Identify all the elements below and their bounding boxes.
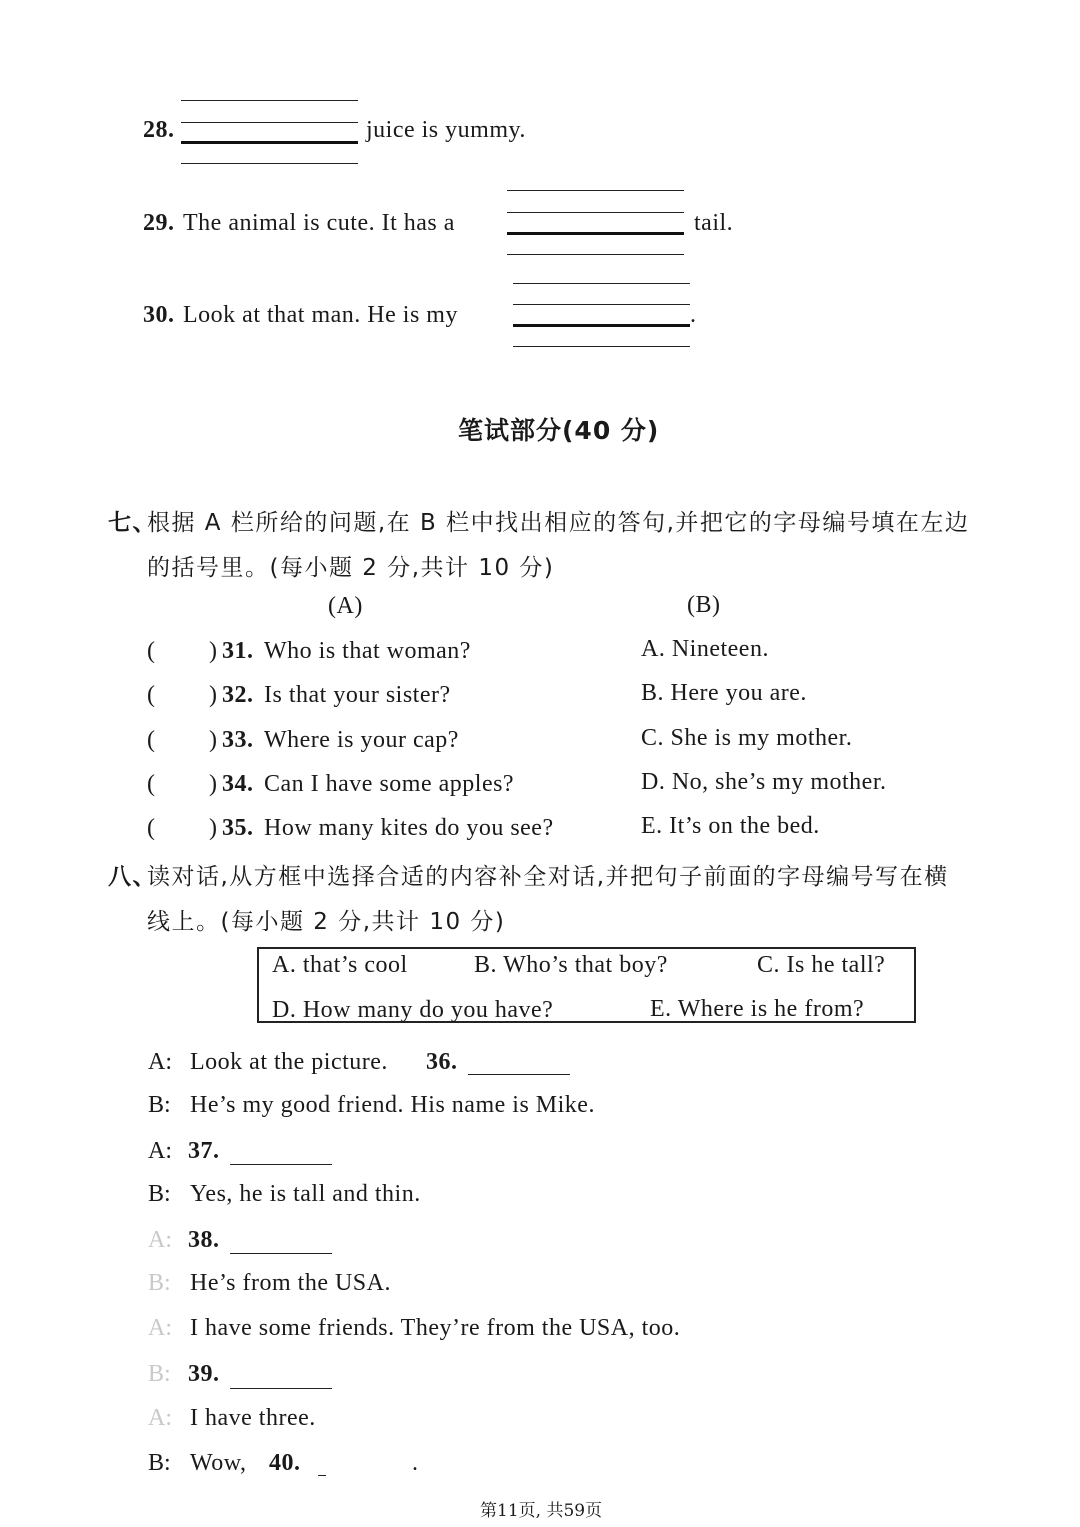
- answer-option: E. It’s on the bed.: [641, 813, 820, 839]
- question-number: 31.: [222, 638, 254, 664]
- answer-blank-line[interactable]: [513, 324, 690, 327]
- speaker-label: B:: [148, 1181, 171, 1207]
- question-number: 32.: [222, 682, 254, 708]
- writing-line: [507, 212, 684, 213]
- answer-blank-line[interactable]: [507, 232, 684, 235]
- answer-blank-line[interactable]: [318, 1475, 326, 1476]
- dialogue-text: I have some friends. They’re from the USA, too.: [190, 1315, 681, 1341]
- answer-bracket-right: ): [209, 682, 217, 708]
- option-b: B. Who’s that boy?: [474, 952, 668, 978]
- answer-bracket-left[interactable]: (: [147, 771, 155, 797]
- question-number: 38.: [188, 1227, 220, 1253]
- speaker-label: B:: [148, 1270, 171, 1296]
- dialogue-text: Look at the picture.: [190, 1049, 388, 1075]
- page-footer: 第11页, 共59页: [480, 1501, 603, 1521]
- dialogue-text: He’s from the USA.: [190, 1270, 391, 1296]
- writing-line: [181, 163, 358, 164]
- question-text: juice is yummy.: [366, 117, 526, 143]
- answer-option: B. Here you are.: [641, 680, 807, 706]
- question-number: 34.: [222, 771, 254, 797]
- answer-bracket-left[interactable]: (: [147, 727, 155, 753]
- speaker-label: B:: [148, 1361, 171, 1387]
- question-text-end: tail.: [694, 210, 734, 236]
- speaker-label: A:: [148, 1227, 172, 1253]
- option-e: E. Where is he from?: [650, 996, 865, 1022]
- writing-line: [507, 190, 684, 191]
- writing-line: [507, 254, 684, 255]
- writing-line: [513, 283, 690, 284]
- question-number: 37.: [188, 1138, 220, 1164]
- dialogue-text: He’s my good friend. His name is Mike.: [190, 1092, 595, 1118]
- option-d: D. How many do you have?: [272, 997, 554, 1023]
- answer-bracket-left[interactable]: (: [147, 638, 155, 664]
- writing-line: [513, 304, 690, 305]
- section-number: 七、: [108, 510, 157, 536]
- answer-bracket-right: ): [209, 771, 217, 797]
- column-b-header: (B): [687, 592, 721, 618]
- section-instruction: 根据 A 栏所给的问题,在 B 栏中找出相应的答句,并把它的字母编号填在左边: [147, 510, 970, 536]
- answer-blank-line[interactable]: [230, 1388, 332, 1389]
- answer-option: C. She is my mother.: [641, 725, 853, 751]
- answer-bracket-right: ): [209, 727, 217, 753]
- question-number: 28.: [143, 117, 175, 143]
- question-number: 33.: [222, 727, 254, 753]
- dialogue-text: I have three.: [190, 1405, 316, 1431]
- speaker-label: A:: [148, 1138, 172, 1164]
- answer-blank-line[interactable]: [230, 1164, 332, 1165]
- option-c: C. Is he tall?: [757, 952, 886, 978]
- section-instruction-cont: 的括号里。(每小题 2 分,共计 10 分): [147, 555, 555, 581]
- question-number: 36.: [426, 1049, 458, 1075]
- speaker-label: A:: [148, 1405, 172, 1431]
- question-text: Can I have some apples?: [264, 771, 515, 797]
- question-number: 39.: [188, 1361, 220, 1387]
- speaker-label: B:: [148, 1092, 171, 1118]
- section-instruction: 读对话,从方框中选择合适的内容补全对话,并把句子前面的字母编号写在横: [147, 864, 949, 890]
- answer-bracket-right: ): [209, 815, 217, 841]
- writing-line: [513, 346, 690, 347]
- option-a: A. that’s cool: [272, 952, 408, 978]
- speaker-label: B:: [148, 1450, 171, 1476]
- question-number: 40.: [269, 1450, 301, 1476]
- answer-blank-line[interactable]: [181, 141, 358, 144]
- writing-line: [181, 100, 358, 101]
- answer-option: A. Nineteen.: [641, 636, 769, 662]
- question-text-end: .: [690, 302, 697, 328]
- answer-bracket-left[interactable]: (: [147, 682, 155, 708]
- dialogue-text: Yes, he is tall and thin.: [190, 1181, 421, 1207]
- speaker-label: A:: [148, 1315, 172, 1341]
- question-text: How many kites do you see?: [264, 815, 554, 841]
- speaker-label: A:: [148, 1049, 172, 1075]
- answer-blank-line[interactable]: [230, 1253, 332, 1254]
- question-text: Who is that woman?: [264, 638, 471, 664]
- dialogue-text-end: .: [412, 1450, 419, 1476]
- answer-bracket-right: ): [209, 638, 217, 664]
- written-part-title: 笔试部分(40 分): [458, 416, 660, 445]
- column-a-header: (A): [328, 593, 363, 619]
- question-number: 30.: [143, 302, 175, 328]
- answer-option: D. No, she’s my mother.: [641, 769, 887, 795]
- section-instruction-cont: 线上。(每小题 2 分,共计 10 分): [147, 909, 506, 935]
- question-text: Is that your sister?: [264, 682, 451, 708]
- dialogue-text: Wow,: [190, 1450, 247, 1476]
- question-text: Where is your cap?: [264, 727, 459, 753]
- answer-bracket-left[interactable]: (: [147, 815, 155, 841]
- question-text: The animal is cute. It has a: [183, 210, 455, 236]
- section-number: 八、: [108, 864, 157, 890]
- question-text: Look at that man. He is my: [183, 302, 458, 328]
- question-number: 35.: [222, 815, 254, 841]
- answer-blank-line[interactable]: [468, 1074, 570, 1075]
- question-number: 29.: [143, 210, 175, 236]
- writing-line: [181, 122, 358, 123]
